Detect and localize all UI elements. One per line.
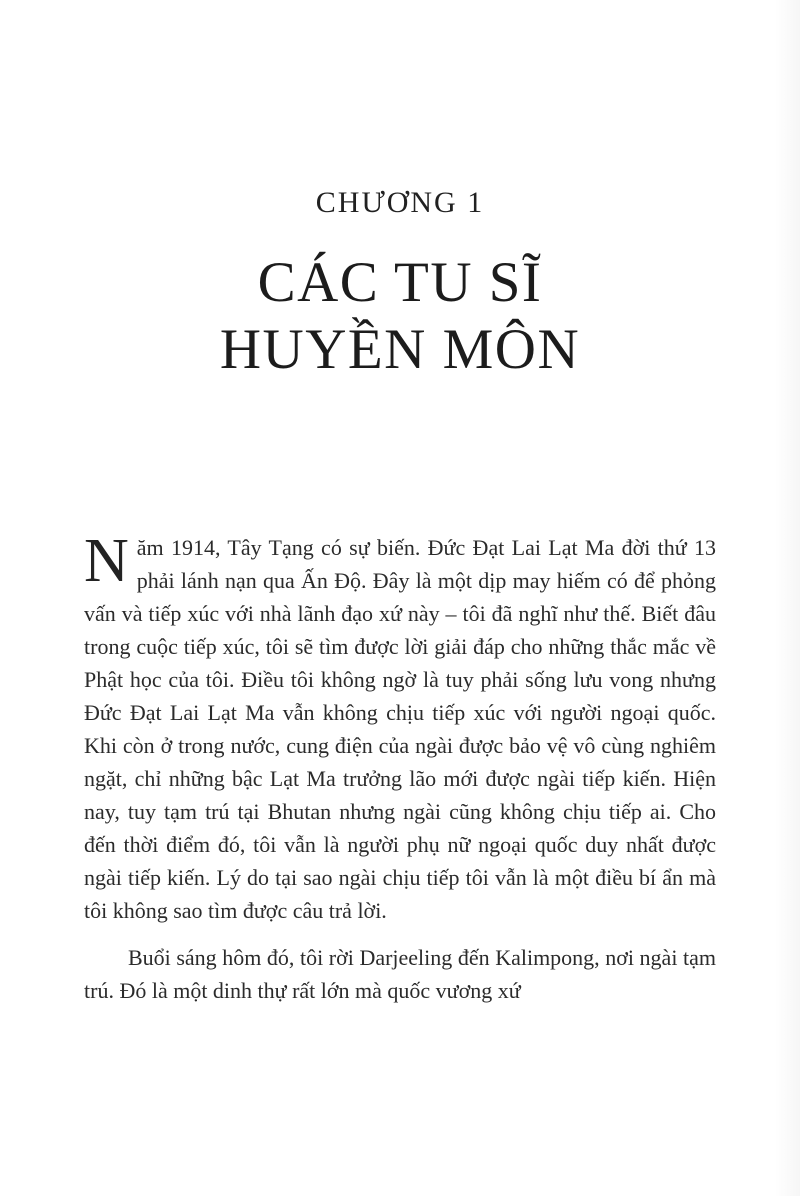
paragraph — [84, 941, 716, 1007]
chapter-title-line-2: HUYỀN MÔN — [219, 317, 581, 381]
chapter-label: CHƯƠNG 1 — [315, 186, 485, 219]
paragraph-text: Buổi sáng hôm đó, tôi rời Darjeeling đến Kalimpong, nơi ngài tạm trú. Đó là một dinh thự rất lớn mà quốc vương xứ — [84, 945, 716, 1004]
drop-cap: N — [84, 527, 129, 596]
chapter-title-line-1: CÁC TU SĨ — [257, 251, 543, 314]
body-text — [84, 527, 716, 1007]
chapter-title — [0, 250, 800, 383]
paragraph — [84, 527, 716, 927]
paragraph-text: ăm 1914, Tây Tạng có sự biến. Đức Đạt Lai Lạt Ma đời thứ 13 phải lánh nạn qua Ấn Độ. Đây là một dịp may hiếm có để phỏng vấn và tiếp xúc với nhà lãnh đạo xứ này – tôi đã nghĩ như thế. Biết đâu trong cuộc tiếp xúc, tôi sẽ tìm được lời giải đáp cho những thắc mắc về Phật học của tôi. Điều tôi không ngờ là tuy phải sống lưu vong nhưng Đức Đạt Lai Lạt Ma vẫn không chịu tiếp xúc với người ngoại quốc. Khi còn ở trong nước, cung điện của ngài được bảo vệ vô cùng nghiêm ngặt, chỉ những bậc Lạt Ma trưởng lão mới được ngài tiếp kiến. Hiện nay, tuy tạm trú tại Bhutan nhưng ngài cũng không chịu tiếp ai. Cho đến thời điểm đó, tôi vẫn là người phụ nữ ngoại quốc duy nhất được ngài tiếp kiến. Lý do tại sao ngài chịu tiếp tôi vẫn là một điều bí ẩn mà tôi không sao tìm được câu trả lời. — [84, 535, 716, 924]
